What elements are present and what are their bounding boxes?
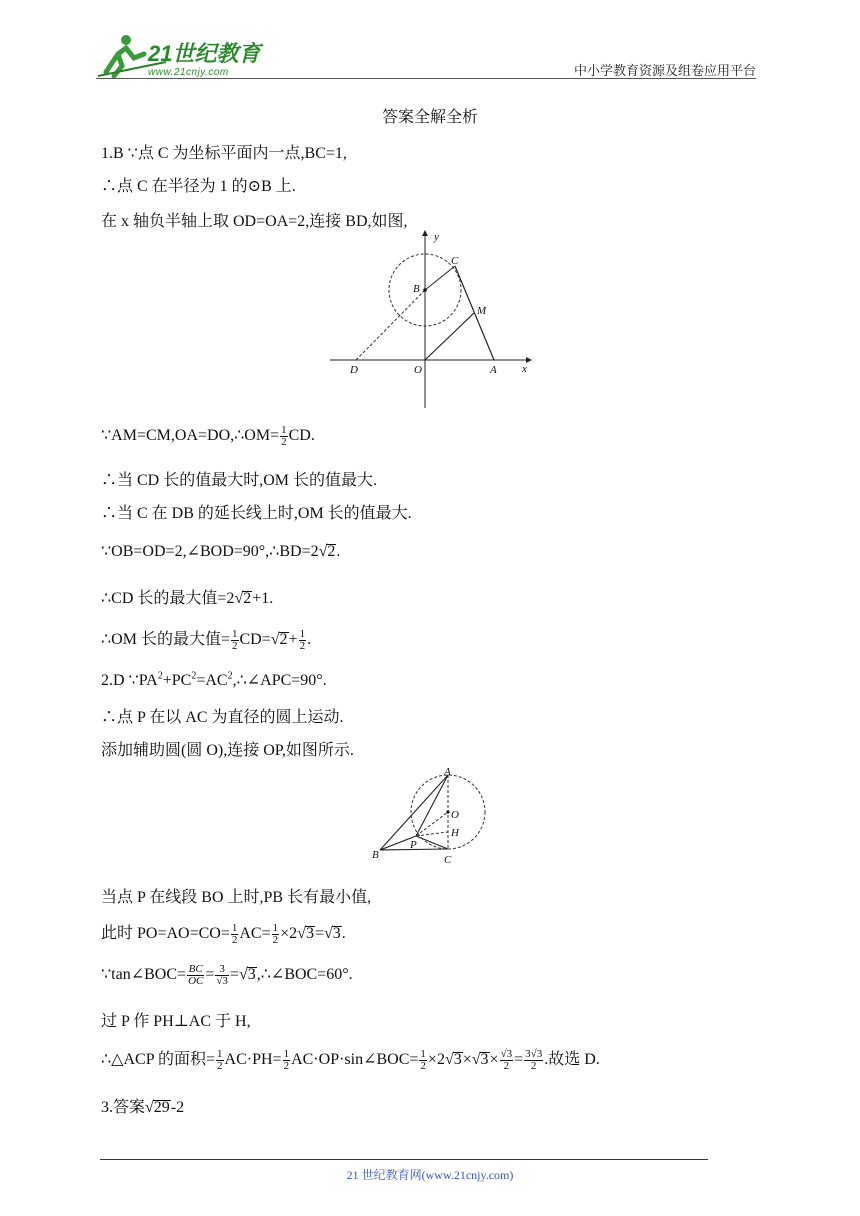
label-B2: B [372,849,379,861]
q2-line-1: 2.D $\because PA^2+PC^2=AC^2,\therefore\angle APC=90^\circ$. [101,670,327,689]
q1-line-9: ∴OM 长的最大值= $\frac{1}{2}$ CD=√2+ $\frac{1}{2}$ . [101,627,312,652]
footer-link[interactable]: 21 世纪教育网(www.21cnjy.com) [346,1168,514,1182]
label-y: y [434,231,439,243]
label-M: M [477,305,487,317]
label-A2: A [444,766,451,778]
label-P: P [410,839,417,851]
figure-1-coordinate-diagram [328,228,533,410]
q1-line-6: ∴当 C 在 DB 的延长线上时,OM 长的值最大. [101,505,412,522]
label-B: B [413,283,420,295]
header-divider [96,78,756,79]
label-H: H [451,827,459,839]
label-A: A [490,364,497,376]
q2-line-8: ∴△ACP 的面积= $\frac{1}{2}$ AC·PH= $\frac{1}{2}$ AC·OP·sin∠BOC= $\frac{1}{2}$ ×2√3×√3× $\frac{√3}{2}$ = $\frac{3√3}{2}$ .故选 D. [101,1047,600,1072]
q2-line-5: 此时 PO=AO=CO= $\frac{1}{2}$ AC= $\frac{1}{2}$ ×2√3=√3. [101,921,346,946]
label-x: x [522,363,527,375]
q1-line-1: 1.B ∵点 C 为坐标平面内一点,BC=1, [101,145,347,162]
q1-line-3: 在 x 轴负半轴上取 OD=OA=2,连接 BD,如图, [101,213,408,230]
q2-line-7: 过 P 作 PH⊥AC 于 H, [101,1013,251,1030]
q2-line-3: 添加辅助圆(圆 O),连接 OP,如图所示. [101,742,354,759]
q3-line-1: 3.答案√29-2 [101,1099,185,1116]
q2-line-6: ∵tan∠BOC= $\frac{BC}{OC}$ = $\frac{3}{√3}$ =√3,∴∠BOC=60°. [101,963,353,987]
q1-line-4: ∵AM=CM,OA=DO,∴OM= $\frac{1}{2}$ CD. [101,424,315,448]
q2-line-2: ∴点 P 在以 AC 为直径的圆上运动. [101,709,344,726]
q1-line-2: ∴点 C 在半径为 1 的⊙B 上. [101,178,296,195]
label-C2: C [444,854,452,866]
q2-line-4: 当点 P 在线段 BO 上时,PB 长有最小值, [101,889,372,906]
q1-line-7: ∵OB=OD=2,∠BOD=90°,∴BD=2√2. [101,543,341,560]
footer-divider [100,1159,708,1160]
q1-line-8: ∴CD 长的最大值=2√2+1. [101,590,274,607]
logo-text: 21世纪教育 [148,41,261,66]
site-logo [96,32,266,80]
label-O: O [414,364,422,376]
q1-line-5: ∴当 CD 长的值最大时,OM 长的值最大. [101,472,378,489]
logo-url: www.21cnjy.com [148,67,229,78]
header-platform-text: 中小学教育资源及组卷应用平台 [573,63,756,78]
fraction-half: $\frac{1}{2}$ [281,424,287,448]
label-O2: O [451,809,459,821]
page-title: 答案全解全析 [381,109,478,126]
figure-2-triangle-diagram [370,766,495,870]
label-D: D [350,364,358,376]
label-C: C [451,255,459,267]
